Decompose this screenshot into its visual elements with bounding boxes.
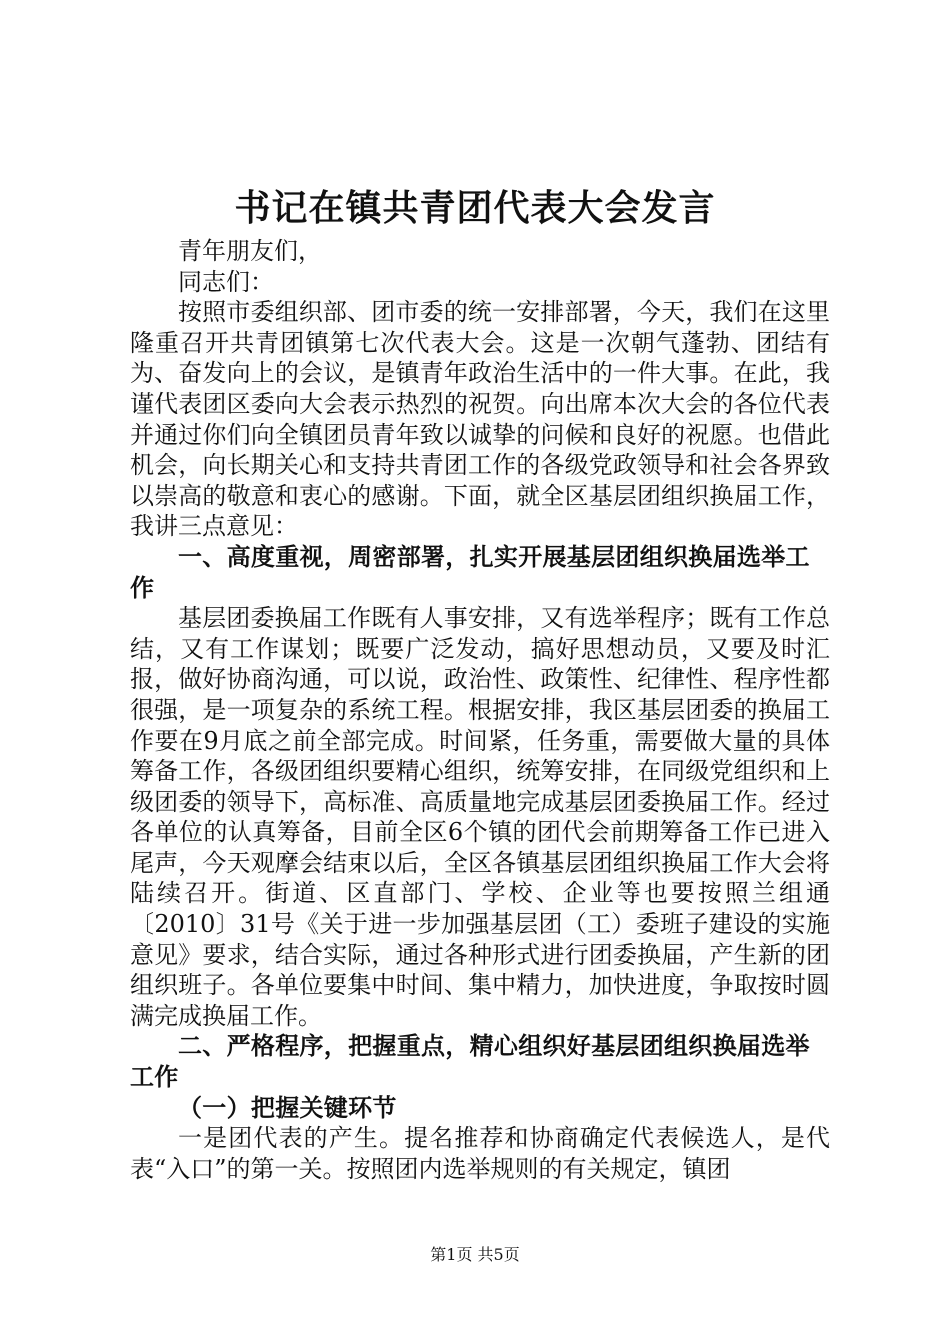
greeting-line-1: 青年朋友们， xyxy=(178,237,322,265)
subsection-heading-1: （一）把握关键环节 xyxy=(178,1093,397,1122)
page-footer: 第1页 共5页 xyxy=(430,1245,520,1264)
section-heading-1: 一、高度重视，周密部署，扎实开展基层团组织换届选举工作 xyxy=(130,542,810,602)
section-heading-2: 二、严格程序，把握重点，精心组织好基层团组织换届选举工作 xyxy=(130,1032,810,1092)
greeting-line-2: 同志们： xyxy=(178,267,274,296)
paragraph-subsection-1: 一是团代表的产生。提名推荐和协商确定代表候选人，是代表“入口”的第一关。按照团内选举规则的有关规定，镇团 xyxy=(130,1124,830,1183)
document-body xyxy=(130,236,830,1184)
document-title: 书记在镇共青团代表大会发言 xyxy=(234,188,716,229)
paragraph-intro: 按照市委组织部、团市委的统一安排部署，今天，我们在这里隆重召开共青团镇第七次代表大会。这是一次朝气蓬勃、团结有为、奋发向上的会议，是镇青年政治生活中的一件大事。在此，我谨代表团区委向大会表示热烈的祝贺。向出席本次大会的各位代表并通过你们向全镇团员青年致以诚挚的问候和良好的祝愿。也借此机会，向长期关心和支持共青团工作的各级党政领导和社会各界致以崇高的敬意和衷心的感谢。下面，就全区基层团组织换届工作，我讲三点意见： xyxy=(130,298,830,541)
paragraph-section-1: 基层团委换届工作既有人事安排，又有选举程序；既有工作总结，又有工作谋划；既要广泛发动，搞好思想动员，又要及时汇报，做好协商沟通，可以说，政治性、政策性、纪律性、程序性都很强，是一项复杂的系统工程。根据安排，我区基层团委的换届工作要在9月底之前全部完成。时间紧，任务重，需要做大量的具体筹备工作，各级团组织要精心组织，统筹安排，在同级党组织和上级团委的领导下，高标准、高质量地完成基层团委换届工作。经过各单位的认真筹备，目前全区6个镇的团代会前期筹备工作已进入尾声，今天观摩会结束以后，全区各镇基层团组织换届工作大会将陆续召开。街道、区直部门、学校、企业等也要按照兰组通〔2010〕31号《关于进一步加强基层团（工）委班子建设的实施意见》要求，结合实际，通过各种形式进行团委换届，产生新的团组织班子。各单位要集中时间、集中精力，加快进度，争取按时圆满完成换届工作。 xyxy=(130,604,830,1030)
